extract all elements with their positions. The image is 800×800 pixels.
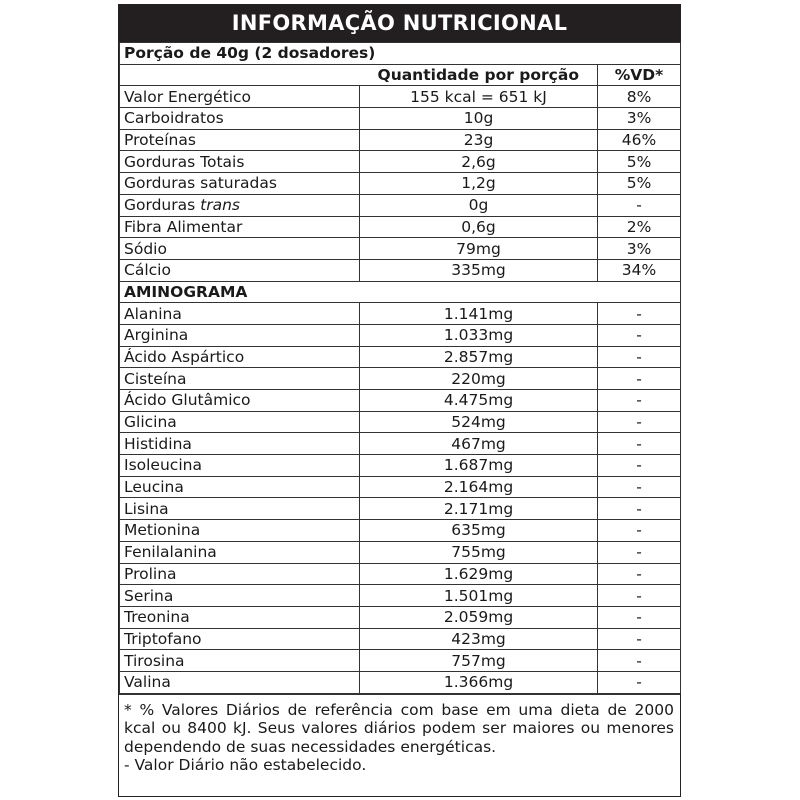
header-empty xyxy=(120,64,360,86)
nutrient-vd: - xyxy=(598,194,681,216)
nutrient-row xyxy=(120,238,681,260)
nutrient-vd: - xyxy=(598,498,681,520)
nutrient-vd: - xyxy=(598,368,681,390)
nutrient-quantity: 635mg xyxy=(360,520,598,542)
aminogram-label: AMINOGRAMA xyxy=(120,281,681,303)
nutrient-vd: - xyxy=(598,650,681,672)
nutrient-name-text: Treonina xyxy=(124,608,190,627)
nutrient-quantity: 2.164mg xyxy=(360,476,598,498)
nutrient-quantity: 1.687mg xyxy=(360,455,598,477)
nutrient-vd: - xyxy=(598,585,681,607)
nutrient-quantity: 755mg xyxy=(360,541,598,563)
nutrient-name-text: Cálcio xyxy=(124,261,171,280)
nutrient-quantity: 0g xyxy=(360,194,598,216)
nutrient-quantity: 155 kcal = 651 kJ xyxy=(360,86,598,108)
nutrient-name-text: Serina xyxy=(124,586,174,605)
nutrient-quantity: 1,2g xyxy=(360,173,598,195)
nutrient-name-text: Fibra Alimentar xyxy=(124,217,243,236)
nutrient-row xyxy=(120,173,681,195)
amino-acid-row xyxy=(120,671,681,693)
amino-acid-row xyxy=(120,628,681,650)
footnote-reference: * % Valores Diários de referência com base em uma dieta de 2000 kcal ou 8400 kJ. Seus valores diários podem ser maiores ou menores dependendo de suas necessidades energéticas. xyxy=(124,700,674,756)
nutrient-quantity: 2,6g xyxy=(360,151,598,173)
nutrient-quantity: 220mg xyxy=(360,368,598,390)
nutrient-name-text: Gorduras saturadas xyxy=(124,174,277,193)
nutrient-name-text: Metionina xyxy=(124,521,201,540)
nutrient-vd: - xyxy=(598,303,681,325)
nutrient-name-text: Prolina xyxy=(124,564,177,583)
footnote xyxy=(119,694,680,775)
amino-acid-row xyxy=(120,411,681,433)
nutrient-row xyxy=(120,108,681,130)
amino-acid-row xyxy=(120,650,681,672)
nutrient-row xyxy=(120,216,681,238)
footnote-not-established: - Valor Diário não estabelecido. xyxy=(124,756,367,775)
nutrient-quantity: 2.171mg xyxy=(360,498,598,520)
header-quantity: Quantidade por porção xyxy=(360,64,598,86)
nutrient-name-text: Proteínas xyxy=(124,131,196,150)
nutrient-vd: 5% xyxy=(598,173,681,195)
nutrient-name-text: Arginina xyxy=(124,326,189,345)
nutrient-quantity: 524mg xyxy=(360,411,598,433)
nutrient-name-text: Gorduras xyxy=(124,196,201,215)
nutrient-vd: - xyxy=(598,476,681,498)
nutrient-vd: 46% xyxy=(598,129,681,151)
nutrient-name-text: Valina xyxy=(124,673,171,692)
nutrient-name-text: Alanina xyxy=(124,304,182,323)
nutrient-vd: - xyxy=(598,671,681,693)
nutrient-name xyxy=(120,86,360,108)
nutrient-vd: - xyxy=(598,541,681,563)
nutrient-vd: 3% xyxy=(598,238,681,260)
nutrient-vd: - xyxy=(598,606,681,628)
nutrient-name xyxy=(120,129,360,151)
nutrient-vd: - xyxy=(598,455,681,477)
nutrient-name-text: Carboidratos xyxy=(124,109,224,128)
amino-acid-row xyxy=(120,346,681,368)
amino-acid-row xyxy=(120,455,681,477)
nutrient-name-text: Triptofano xyxy=(124,629,202,648)
nutrient-name-text: Gorduras Totais xyxy=(124,152,245,171)
portion-row xyxy=(120,43,681,65)
nutrient-vd: - xyxy=(598,563,681,585)
nutrient-quantity: 1.629mg xyxy=(360,563,598,585)
nutrient-vd: 5% xyxy=(598,151,681,173)
nutrient-name-text: Glicina xyxy=(124,413,177,432)
nutrient-quantity: 23g xyxy=(360,129,598,151)
nutrient-vd: 34% xyxy=(598,259,681,281)
nutrient-name-text: Leucina xyxy=(124,478,184,497)
amino-acid-row xyxy=(120,324,681,346)
nutrient-row xyxy=(120,129,681,151)
nutrient-vd: - xyxy=(598,628,681,650)
nutrient-quantity: 2.857mg xyxy=(360,346,598,368)
nutrient-name-text: Tirosina xyxy=(124,651,185,670)
nutrient-name-text: Histidina xyxy=(124,434,192,453)
nutrient-vd: 3% xyxy=(598,108,681,130)
nutrient-vd: 2% xyxy=(598,216,681,238)
nutrient-name xyxy=(120,585,360,607)
amino-acid-row xyxy=(120,390,681,412)
nutrient-quantity: 757mg xyxy=(360,650,598,672)
nutrient-name-text: Valor Energético xyxy=(124,87,252,106)
nutrient-quantity: 0,6g xyxy=(360,216,598,238)
amino-acid-row xyxy=(120,606,681,628)
portion-label: Porção de 40g (2 dosadores) xyxy=(120,43,681,65)
nutrient-name xyxy=(120,173,360,195)
nutrient-quantity: 423mg xyxy=(360,628,598,650)
amino-acid-row xyxy=(120,585,681,607)
nutrient-row xyxy=(120,194,681,216)
nutrient-vd: 8% xyxy=(598,86,681,108)
nutrient-name xyxy=(120,238,360,260)
amino-acid-row xyxy=(120,368,681,390)
nutrient-row xyxy=(120,86,681,108)
nutrient-row xyxy=(120,259,681,281)
nutrient-vd: - xyxy=(598,433,681,455)
nutrient-quantity: 10g xyxy=(360,108,598,130)
nutrition-table xyxy=(119,42,681,694)
nutrient-quantity: 4.475mg xyxy=(360,390,598,412)
aminogram-header-row xyxy=(120,281,681,303)
amino-acid-row xyxy=(120,433,681,455)
amino-acid-row xyxy=(120,520,681,542)
amino-acid-row xyxy=(120,563,681,585)
nutrient-name xyxy=(120,520,360,542)
nutrient-vd: - xyxy=(598,346,681,368)
nutrient-name-text: Sódio xyxy=(124,239,167,258)
nutrient-name xyxy=(120,194,360,216)
amino-acid-row xyxy=(120,303,681,325)
nutrient-quantity: 1.366mg xyxy=(360,671,598,693)
nutrient-name-text: Cisteína xyxy=(124,369,187,388)
nutrient-name xyxy=(120,455,360,477)
nutrient-name xyxy=(120,151,360,173)
nutrient-quantity: 467mg xyxy=(360,433,598,455)
nutrient-name xyxy=(120,259,360,281)
nutrient-quantity: 1.501mg xyxy=(360,585,598,607)
nutrient-name xyxy=(120,541,360,563)
nutrient-name xyxy=(120,671,360,693)
nutrient-name xyxy=(120,476,360,498)
nutrient-name xyxy=(120,650,360,672)
nutrient-vd: - xyxy=(598,324,681,346)
nutrient-name-text: Ácido Aspártico xyxy=(124,347,245,366)
nutrient-quantity: 79mg xyxy=(360,238,598,260)
amino-acid-row xyxy=(120,541,681,563)
nutrient-name-text: Lisina xyxy=(124,499,169,518)
nutrient-vd: - xyxy=(598,411,681,433)
nutrient-name xyxy=(120,563,360,585)
amino-acid-row xyxy=(120,498,681,520)
nutrient-vd: - xyxy=(598,390,681,412)
nutrient-name xyxy=(120,346,360,368)
nutrient-quantity: 1.033mg xyxy=(360,324,598,346)
nutrient-name xyxy=(120,216,360,238)
nutrition-facts-panel xyxy=(118,4,681,797)
nutrient-name xyxy=(120,411,360,433)
amino-acid-row xyxy=(120,476,681,498)
nutrient-vd: - xyxy=(598,520,681,542)
nutrient-name xyxy=(120,433,360,455)
nutrient-name xyxy=(120,498,360,520)
nutrient-name-text: Ácido Glutâmico xyxy=(124,391,251,410)
header-row xyxy=(120,64,681,86)
nutrition-title: INFORMAÇÃO NUTRICIONAL xyxy=(119,5,680,42)
nutrient-name xyxy=(120,303,360,325)
nutrient-name xyxy=(120,324,360,346)
nutrient-name xyxy=(120,108,360,130)
nutrient-name xyxy=(120,606,360,628)
header-vd: %VD* xyxy=(598,64,681,86)
nutrient-row xyxy=(120,151,681,173)
nutrient-name-text: Fenilalanina xyxy=(124,543,217,562)
nutrient-quantity: 335mg xyxy=(360,259,598,281)
nutrient-name xyxy=(120,390,360,412)
nutrient-name-text: Isoleucina xyxy=(124,456,202,475)
nutrient-name-italic: trans xyxy=(200,196,240,215)
nutrient-quantity: 1.141mg xyxy=(360,303,598,325)
nutrient-name xyxy=(120,628,360,650)
nutrient-quantity: 2.059mg xyxy=(360,606,598,628)
nutrient-name xyxy=(120,368,360,390)
